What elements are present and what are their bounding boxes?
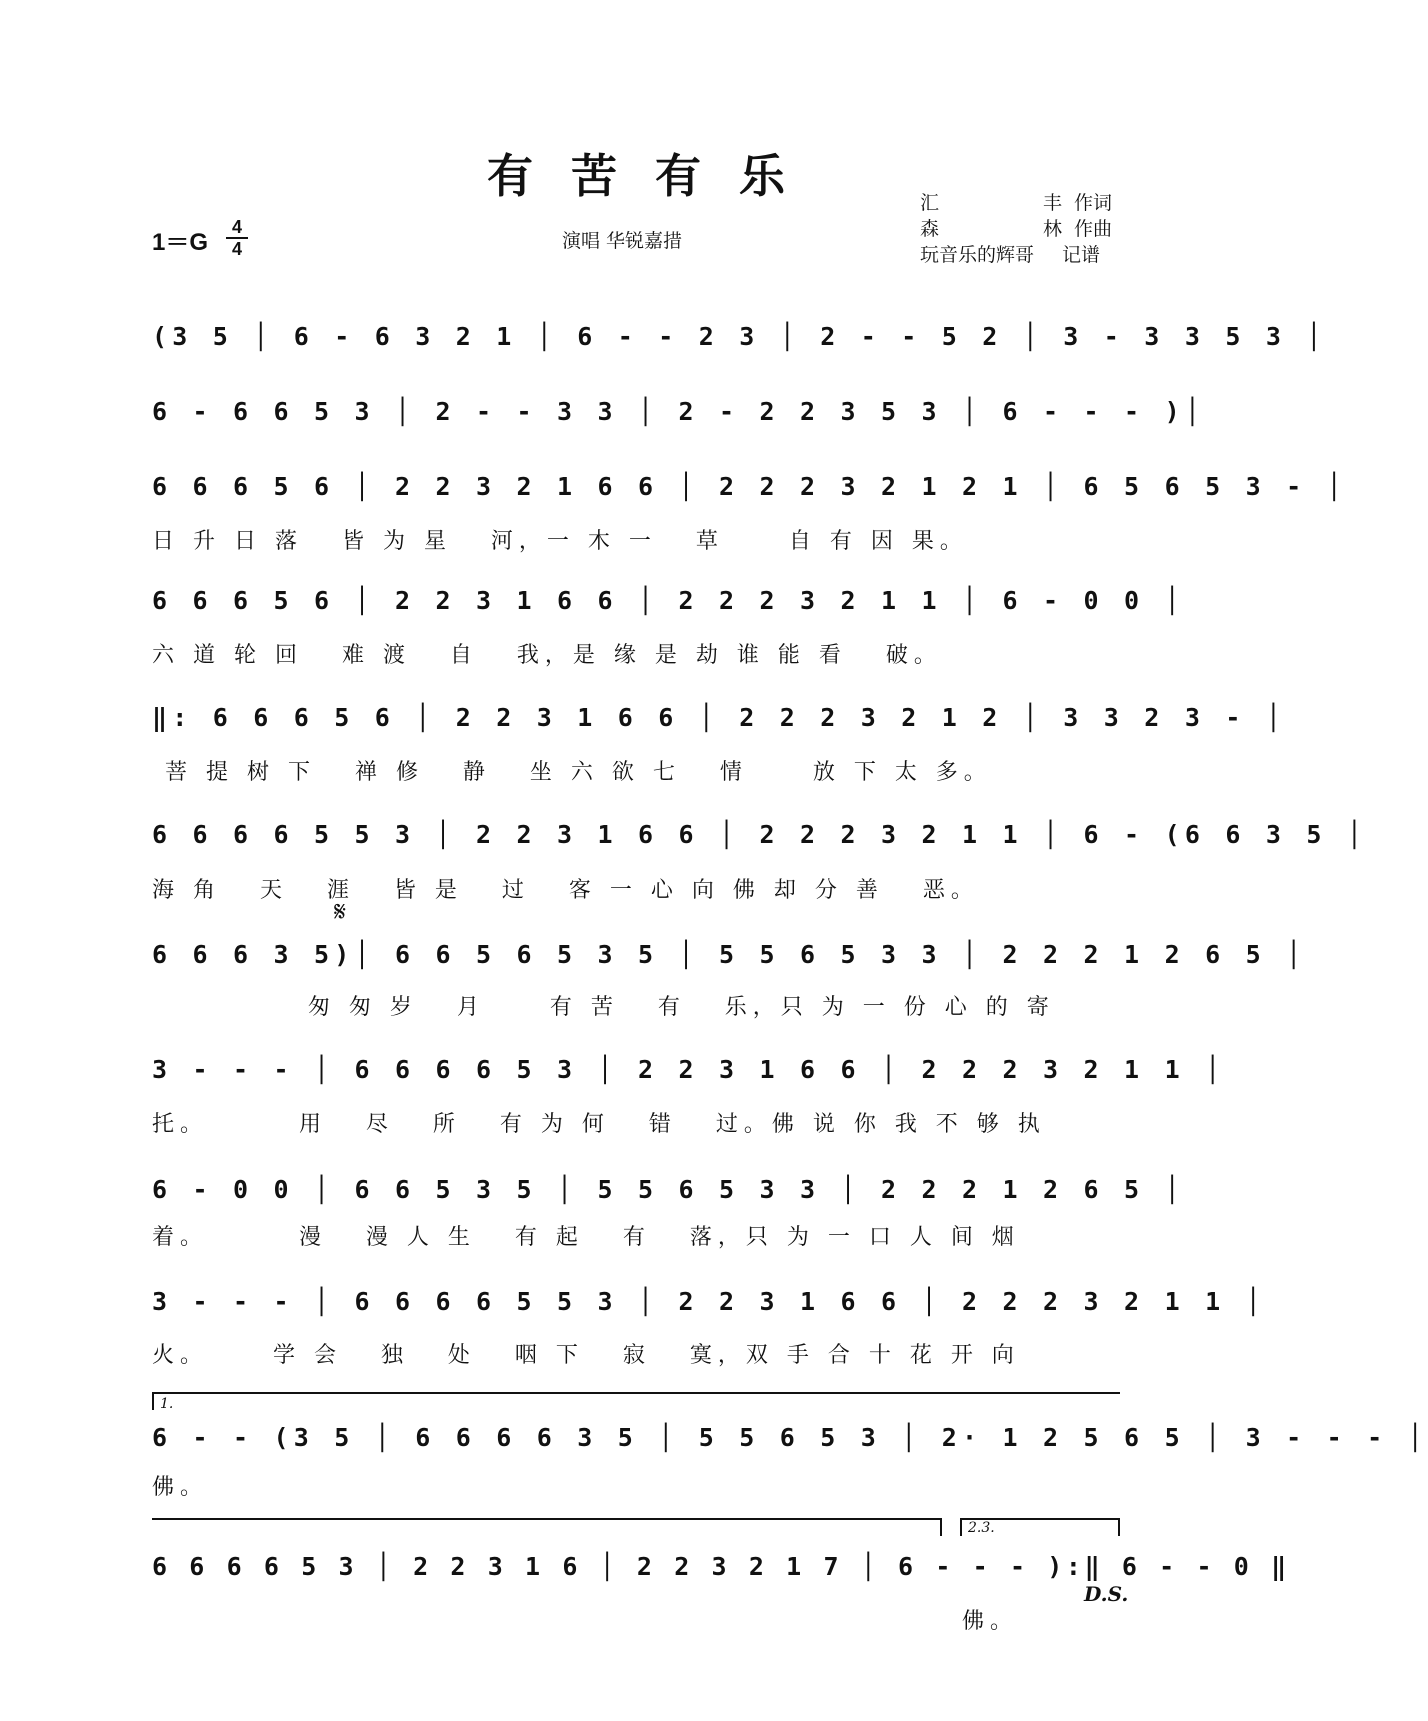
lyrics-line: 佛。: [962, 1609, 1019, 1634]
credit-role: 记谱: [1062, 244, 1101, 266]
volta-1-bracket: [152, 1392, 1120, 1394]
volta-1-continuation: [152, 1518, 940, 1520]
time-signature-top: 4: [231, 217, 242, 237]
time-signature-bottom: 4: [231, 239, 242, 259]
segno-sign: 𝄋: [334, 895, 347, 928]
volta-1-label: 1.: [160, 1396, 174, 1412]
notation-line: 6 6 6 5 6 │ 2 2 3 1 6 6 │ 2 2 2 3 2 1 1 │ 6 - 0 0 │: [152, 586, 1185, 615]
credit-transcriber: [920, 240, 1100, 267]
lyrics-line: 着。 漫 漫 人 生 有 起 有 落，只 为 一 口 人 间 烟: [152, 1225, 1020, 1250]
notation-line: 3 - - - │ 6 6 6 6 5 5 3 │ 2 2 3 1 6 6 │ 2 2 2 3 2 1 1 │: [152, 1287, 1266, 1316]
notation-line: 6 - - (3 5 │ 6 6 6 6 3 5 │ 5 5 6 5 3 │ 2· 1 2 5 6 5 │ 3 - - - │: [152, 1423, 1428, 1452]
lyrics-line: 匆 匆 岁 月 有 苦 有 乐，只 为 一 份 心 的 寄: [152, 995, 1055, 1020]
credit-lyricist: [920, 188, 1112, 215]
volta-2-bracket-start: [960, 1518, 962, 1536]
singer-credit: 演唱 华锐嘉措: [562, 230, 683, 252]
ds-marking: D.S.: [1084, 1582, 1129, 1606]
lyrics-line: 日 升 日 落 皆 为 星 河，一 木 一 草 自 有 因 果。: [152, 529, 968, 554]
notation-line: 6 - 0 0 │ 6 6 5 3 5 │ 5 5 6 5 3 3 │ 2 2 2 1 2 6 5 │: [152, 1175, 1185, 1204]
credit-name: 玩音乐的辉哥: [920, 244, 1035, 266]
key-signature: 1＝G: [152, 229, 209, 256]
lyrics-line: 海 角 天 涯 皆 是 过 客 一 心 向 佛 却 分 善 恶。: [152, 878, 979, 903]
volta-2-bracket-end: [1118, 1518, 1120, 1536]
volta-1-end: [940, 1518, 942, 1536]
notation-line: ‖: 6 6 6 5 6 │ 2 2 3 1 6 6 │ 2 2 2 3 2 1 2 │ 3 3 2 3 - │: [152, 703, 1287, 732]
credit-role: 作词: [1074, 192, 1113, 214]
notation-line: 6 6 6 3 5)│ 6 6 5 6 5 3 5 │ 5 5 6 5 3 3 │ 2 2 2 1 2 6 5 │: [152, 940, 1307, 969]
credit-name: 森林: [920, 218, 1062, 240]
lyrics-line: 托。 用 尽 所 有 为 何 错 过。佛 说 你 我 不 够 执: [152, 1112, 1046, 1137]
volta-1-bracket-start: [152, 1392, 154, 1410]
lyrics-line: 六 道 轮 回 难 渡 自 我，是 缘 是 劫 谁 能 看 破。: [152, 643, 942, 668]
lyrics-line: 火。 学 会 独 处 咽 下 寂 寞，双 手 合 十 花 开 向: [152, 1343, 1020, 1368]
lyrics-line: 菩 提 树 下 禅 修 静 坐 六 欲 七 情 放 下 太 多。: [152, 760, 992, 785]
credit-composer: [920, 214, 1112, 241]
notation-line: 6 6 6 6 5 5 3 │ 2 2 3 1 6 6 │ 2 2 2 3 2 1 1 │ 6 - (6 6 3 5 │: [152, 820, 1368, 849]
notation-line: 6 - 6 6 5 3 │ 2 - - 3 3 │ 2 - 2 2 3 5 3 │ 6 - - - )│: [152, 397, 1206, 426]
notation-line: (3 5 │ 6 - 6 3 2 1 │ 6 - - 2 3 │ 2 - - 5 2 │ 3 - 3 3 5 3 │: [152, 322, 1327, 351]
volta-2-label: 2.3.: [968, 1520, 995, 1536]
credit-role: 作曲: [1074, 218, 1113, 240]
notation-line: 6 6 6 5 6 │ 2 2 3 2 1 6 6 │ 2 2 2 3 2 1 2 1 │ 6 5 6 5 3 - │: [152, 472, 1347, 501]
time-signature: [226, 218, 248, 258]
notation-line: 6 6 6 6 5 3 │ 2 2 3 1 6 │ 2 2 3 2 1 7 │ 6 - - - ):‖ 6 - - 0 ‖: [152, 1552, 1290, 1581]
song-title: 有苦有乐: [487, 149, 823, 203]
lyrics-line: 佛。: [152, 1475, 209, 1500]
notation-line: 3 - - - │ 6 6 6 6 5 3 │ 2 2 3 1 6 6 │ 2 2 2 3 2 1 1 │: [152, 1055, 1226, 1084]
credit-name: 汇丰: [920, 192, 1062, 214]
